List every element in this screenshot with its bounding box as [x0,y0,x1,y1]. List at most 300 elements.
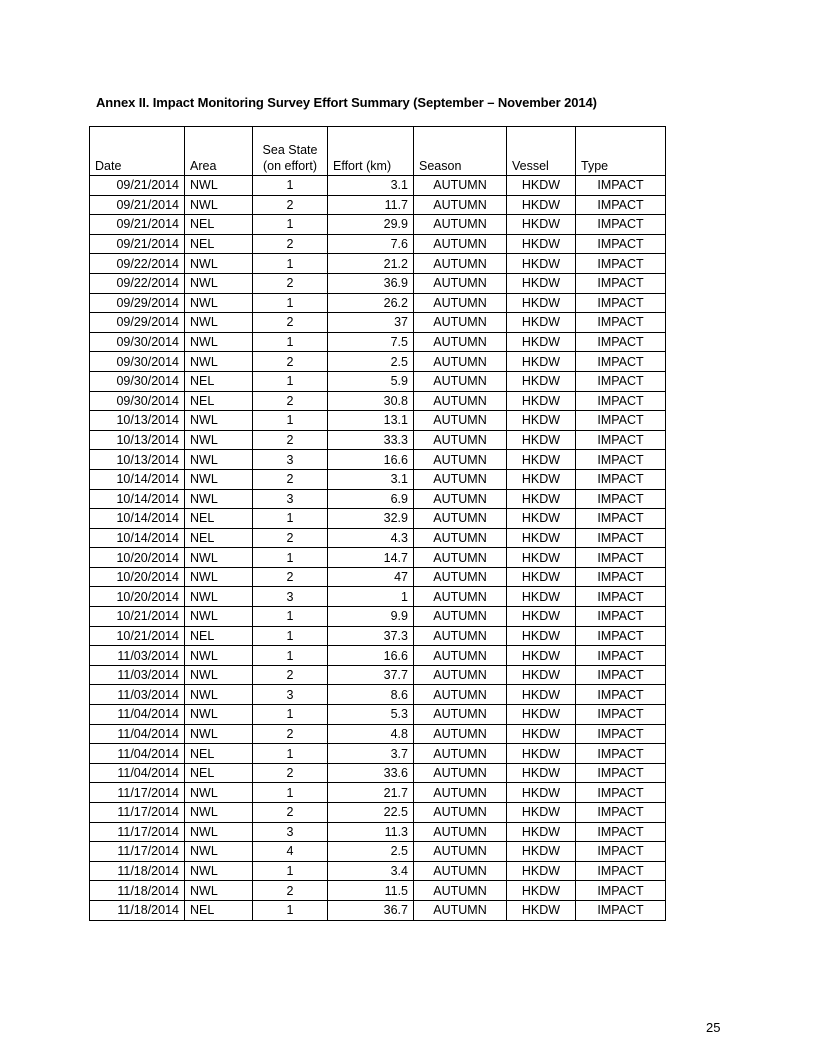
cell-sea-state: 1 [253,371,328,391]
cell-type: IMPACT [576,293,666,313]
cell-date: 09/30/2014 [90,371,185,391]
cell-area: NWL [185,273,253,293]
cell-season: AUTUMN [414,313,507,333]
cell-season: AUTUMN [414,685,507,705]
cell-season: AUTUMN [414,273,507,293]
cell-effort: 16.6 [328,450,414,470]
cell-type: IMPACT [576,391,666,411]
cell-type: IMPACT [576,195,666,215]
cell-season: AUTUMN [414,489,507,509]
cell-area: NWL [185,411,253,431]
cell-season: AUTUMN [414,254,507,274]
cell-vessel: HKDW [507,587,576,607]
cell-date: 10/13/2014 [90,450,185,470]
cell-type: IMPACT [576,352,666,372]
cell-effort: 13.1 [328,411,414,431]
cell-sea-state: 1 [253,411,328,431]
cell-effort: 2.5 [328,352,414,372]
cell-sea-state: 2 [253,881,328,901]
cell-sea-state: 3 [253,489,328,509]
cell-type: IMPACT [576,430,666,450]
cell-vessel: HKDW [507,744,576,764]
cell-area: NWL [185,665,253,685]
table-row [90,646,666,666]
cell-effort: 4.8 [328,724,414,744]
cell-type: IMPACT [576,881,666,901]
cell-sea-state: 2 [253,665,328,685]
cell-date: 10/20/2014 [90,548,185,568]
cell-area: NWL [185,724,253,744]
table-row [90,352,666,372]
cell-season: AUTUMN [414,705,507,725]
cell-season: AUTUMN [414,332,507,352]
cell-area: NWL [185,646,253,666]
table-row [90,176,666,196]
cell-effort: 11.5 [328,881,414,901]
table-row [90,391,666,411]
header-season: Season [414,127,507,176]
table-row [90,842,666,862]
cell-date: 11/17/2014 [90,822,185,842]
cell-season: AUTUMN [414,724,507,744]
cell-vessel: HKDW [507,803,576,823]
cell-effort: 29.9 [328,215,414,235]
cell-vessel: HKDW [507,176,576,196]
cell-effort: 36.7 [328,900,414,920]
table-row [90,411,666,431]
cell-effort: 37 [328,313,414,333]
table-row [90,803,666,823]
cell-type: IMPACT [576,861,666,881]
cell-season: AUTUMN [414,293,507,313]
cell-type: IMPACT [576,528,666,548]
cell-vessel: HKDW [507,665,576,685]
cell-vessel: HKDW [507,195,576,215]
cell-season: AUTUMN [414,176,507,196]
cell-area: NWL [185,548,253,568]
cell-area: NWL [185,881,253,901]
table-row [90,430,666,450]
cell-season: AUTUMN [414,215,507,235]
table-row [90,587,666,607]
table-row [90,881,666,901]
cell-vessel: HKDW [507,215,576,235]
cell-date: 10/13/2014 [90,430,185,450]
cell-date: 10/14/2014 [90,509,185,529]
cell-vessel: HKDW [507,548,576,568]
cell-date: 11/03/2014 [90,646,185,666]
table-row [90,450,666,470]
cell-sea-state: 2 [253,352,328,372]
cell-effort: 47 [328,567,414,587]
table-row [90,626,666,646]
cell-type: IMPACT [576,215,666,235]
table-row [90,293,666,313]
cell-effort: 7.6 [328,234,414,254]
cell-area: NWL [185,587,253,607]
table-row [90,822,666,842]
cell-vessel: HKDW [507,705,576,725]
cell-type: IMPACT [576,803,666,823]
cell-effort: 8.6 [328,685,414,705]
cell-type: IMPACT [576,646,666,666]
cell-vessel: HKDW [507,489,576,509]
table-row [90,469,666,489]
cell-sea-state: 1 [253,646,328,666]
cell-effort: 6.9 [328,489,414,509]
cell-date: 11/18/2014 [90,861,185,881]
cell-area: NWL [185,567,253,587]
cell-vessel: HKDW [507,861,576,881]
cell-sea-state: 4 [253,842,328,862]
cell-type: IMPACT [576,176,666,196]
cell-sea-state: 2 [253,528,328,548]
cell-effort: 7.5 [328,332,414,352]
cell-vessel: HKDW [507,626,576,646]
cell-season: AUTUMN [414,607,507,627]
cell-area: NWL [185,861,253,881]
cell-type: IMPACT [576,548,666,568]
cell-sea-state: 2 [253,273,328,293]
cell-type: IMPACT [576,489,666,509]
cell-date: 11/17/2014 [90,842,185,862]
header-row [90,127,666,176]
cell-type: IMPACT [576,587,666,607]
cell-area: NWL [185,803,253,823]
cell-sea-state: 1 [253,626,328,646]
cell-effort: 37.7 [328,665,414,685]
cell-vessel: HKDW [507,469,576,489]
cell-season: AUTUMN [414,567,507,587]
cell-area: NWL [185,783,253,803]
cell-date: 11/03/2014 [90,685,185,705]
cell-date: 09/30/2014 [90,391,185,411]
cell-type: IMPACT [576,273,666,293]
cell-date: 09/30/2014 [90,352,185,372]
cell-vessel: HKDW [507,234,576,254]
cell-vessel: HKDW [507,567,576,587]
table-row [90,900,666,920]
cell-date: 11/17/2014 [90,803,185,823]
cell-effort: 32.9 [328,509,414,529]
cell-type: IMPACT [576,763,666,783]
cell-area: NWL [185,352,253,372]
cell-season: AUTUMN [414,861,507,881]
cell-date: 10/20/2014 [90,587,185,607]
table-row [90,705,666,725]
cell-sea-state: 1 [253,900,328,920]
cell-date: 11/18/2014 [90,900,185,920]
cell-season: AUTUMN [414,822,507,842]
cell-area: NEL [185,509,253,529]
cell-type: IMPACT [576,783,666,803]
cell-area: NEL [185,371,253,391]
cell-season: AUTUMN [414,744,507,764]
cell-area: NWL [185,685,253,705]
cell-area: NWL [185,450,253,470]
table-row [90,371,666,391]
cell-vessel: HKDW [507,607,576,627]
cell-type: IMPACT [576,371,666,391]
cell-sea-state: 1 [253,705,328,725]
cell-vessel: HKDW [507,842,576,862]
cell-vessel: HKDW [507,293,576,313]
cell-type: IMPACT [576,842,666,862]
cell-season: AUTUMN [414,842,507,862]
cell-sea-state: 1 [253,176,328,196]
cell-date: 09/21/2014 [90,195,185,215]
table-row [90,215,666,235]
cell-vessel: HKDW [507,273,576,293]
cell-date: 09/29/2014 [90,313,185,333]
cell-effort: 30.8 [328,391,414,411]
cell-date: 11/04/2014 [90,763,185,783]
table-row [90,273,666,293]
cell-season: AUTUMN [414,783,507,803]
cell-effort: 3.1 [328,176,414,196]
table-row [90,685,666,705]
cell-area: NEL [185,215,253,235]
cell-sea-state: 2 [253,430,328,450]
table-row [90,489,666,509]
cell-area: NEL [185,528,253,548]
cell-sea-state: 2 [253,803,328,823]
cell-area: NWL [185,705,253,725]
cell-vessel: HKDW [507,685,576,705]
cell-type: IMPACT [576,509,666,529]
cell-season: AUTUMN [414,881,507,901]
cell-effort: 21.2 [328,254,414,274]
cell-vessel: HKDW [507,332,576,352]
cell-sea-state: 1 [253,548,328,568]
cell-effort: 5.3 [328,705,414,725]
cell-effort: 3.1 [328,469,414,489]
cell-effort: 11.3 [328,822,414,842]
cell-season: AUTUMN [414,450,507,470]
cell-sea-state: 1 [253,332,328,352]
cell-area: NWL [185,489,253,509]
cell-sea-state: 1 [253,509,328,529]
cell-effort: 37.3 [328,626,414,646]
cell-vessel: HKDW [507,900,576,920]
cell-effort: 9.9 [328,607,414,627]
cell-type: IMPACT [576,705,666,725]
cell-vessel: HKDW [507,509,576,529]
cell-type: IMPACT [576,332,666,352]
cell-type: IMPACT [576,607,666,627]
table-row [90,567,666,587]
cell-date: 11/03/2014 [90,665,185,685]
table-row [90,861,666,881]
cell-vessel: HKDW [507,450,576,470]
cell-vessel: HKDW [507,430,576,450]
header-vessel: Vessel [507,127,576,176]
cell-date: 10/21/2014 [90,626,185,646]
header-type: Type [576,127,666,176]
cell-effort: 1 [328,587,414,607]
cell-area: NWL [185,607,253,627]
cell-effort: 36.9 [328,273,414,293]
cell-season: AUTUMN [414,469,507,489]
cell-area: NWL [185,176,253,196]
cell-effort: 3.4 [328,861,414,881]
cell-sea-state: 2 [253,567,328,587]
cell-vessel: HKDW [507,528,576,548]
cell-date: 10/20/2014 [90,567,185,587]
cell-date: 11/04/2014 [90,724,185,744]
cell-sea-state: 3 [253,822,328,842]
cell-season: AUTUMN [414,195,507,215]
cell-season: AUTUMN [414,371,507,391]
cell-type: IMPACT [576,665,666,685]
table-row [90,783,666,803]
cell-area: NWL [185,313,253,333]
cell-area: NEL [185,234,253,254]
cell-sea-state: 1 [253,254,328,274]
cell-sea-state: 2 [253,313,328,333]
cell-sea-state: 1 [253,744,328,764]
cell-type: IMPACT [576,626,666,646]
cell-date: 10/14/2014 [90,469,185,489]
cell-vessel: HKDW [507,646,576,666]
cell-season: AUTUMN [414,234,507,254]
cell-area: NWL [185,195,253,215]
cell-season: AUTUMN [414,352,507,372]
cell-sea-state: 2 [253,763,328,783]
cell-effort: 3.7 [328,744,414,764]
cell-effort: 11.7 [328,195,414,215]
header-sea-state-line2: (on effort) [263,159,317,173]
cell-effort: 22.5 [328,803,414,823]
cell-season: AUTUMN [414,411,507,431]
cell-date: 10/14/2014 [90,528,185,548]
cell-sea-state: 2 [253,469,328,489]
cell-date: 11/17/2014 [90,783,185,803]
cell-sea-state: 2 [253,724,328,744]
cell-type: IMPACT [576,822,666,842]
cell-area: NEL [185,763,253,783]
cell-type: IMPACT [576,900,666,920]
cell-area: NWL [185,293,253,313]
cell-type: IMPACT [576,744,666,764]
cell-vessel: HKDW [507,822,576,842]
header-effort: Effort (km) [328,127,414,176]
cell-season: AUTUMN [414,626,507,646]
table-row [90,254,666,274]
cell-date: 09/21/2014 [90,234,185,254]
cell-season: AUTUMN [414,665,507,685]
table-row [90,234,666,254]
cell-season: AUTUMN [414,763,507,783]
cell-area: NWL [185,842,253,862]
cell-type: IMPACT [576,685,666,705]
cell-area: NWL [185,822,253,842]
cell-vessel: HKDW [507,391,576,411]
cell-date: 10/13/2014 [90,411,185,431]
cell-season: AUTUMN [414,646,507,666]
cell-sea-state: 1 [253,215,328,235]
cell-season: AUTUMN [414,900,507,920]
cell-date: 11/18/2014 [90,881,185,901]
cell-season: AUTUMN [414,803,507,823]
document-title: Annex II. Impact Monitoring Survey Effort Summary (September – November 2014) [96,95,597,110]
cell-area: NEL [185,744,253,764]
cell-effort: 26.2 [328,293,414,313]
header-sea-state [253,127,328,176]
table-row [90,509,666,529]
cell-type: IMPACT [576,450,666,470]
cell-season: AUTUMN [414,528,507,548]
cell-sea-state: 2 [253,195,328,215]
cell-sea-state: 2 [253,234,328,254]
cell-effort: 14.7 [328,548,414,568]
cell-type: IMPACT [576,313,666,333]
cell-area: NWL [185,254,253,274]
survey-effort-table [89,126,666,921]
table-row [90,763,666,783]
table-row [90,607,666,627]
cell-effort: 5.9 [328,371,414,391]
cell-type: IMPACT [576,724,666,744]
table-row [90,528,666,548]
cell-area: NEL [185,626,253,646]
cell-vessel: HKDW [507,411,576,431]
cell-type: IMPACT [576,469,666,489]
cell-date: 09/22/2014 [90,254,185,274]
table-row [90,744,666,764]
cell-type: IMPACT [576,567,666,587]
cell-area: NWL [185,469,253,489]
cell-sea-state: 3 [253,685,328,705]
cell-sea-state: 2 [253,391,328,411]
cell-date: 10/14/2014 [90,489,185,509]
header-area: Area [185,127,253,176]
cell-sea-state: 1 [253,783,328,803]
cell-date: 09/22/2014 [90,273,185,293]
cell-area: NWL [185,332,253,352]
cell-vessel: HKDW [507,352,576,372]
cell-sea-state: 1 [253,861,328,881]
cell-vessel: HKDW [507,763,576,783]
cell-effort: 33.6 [328,763,414,783]
cell-season: AUTUMN [414,509,507,529]
cell-season: AUTUMN [414,391,507,411]
cell-area: NEL [185,900,253,920]
cell-effort: 33.3 [328,430,414,450]
table-row [90,724,666,744]
cell-type: IMPACT [576,254,666,274]
cell-date: 09/21/2014 [90,215,185,235]
cell-date: 11/04/2014 [90,744,185,764]
cell-season: AUTUMN [414,430,507,450]
cell-vessel: HKDW [507,371,576,391]
cell-sea-state: 1 [253,293,328,313]
cell-sea-state: 3 [253,587,328,607]
cell-area: NWL [185,430,253,450]
cell-date: 10/21/2014 [90,607,185,627]
cell-date: 09/21/2014 [90,176,185,196]
table-row [90,548,666,568]
cell-date: 09/30/2014 [90,332,185,352]
cell-vessel: HKDW [507,783,576,803]
table-body [90,176,666,921]
cell-type: IMPACT [576,234,666,254]
page-number: 25 [706,1020,721,1035]
cell-vessel: HKDW [507,724,576,744]
table-row [90,665,666,685]
header-date: Date [90,127,185,176]
cell-sea-state: 1 [253,607,328,627]
